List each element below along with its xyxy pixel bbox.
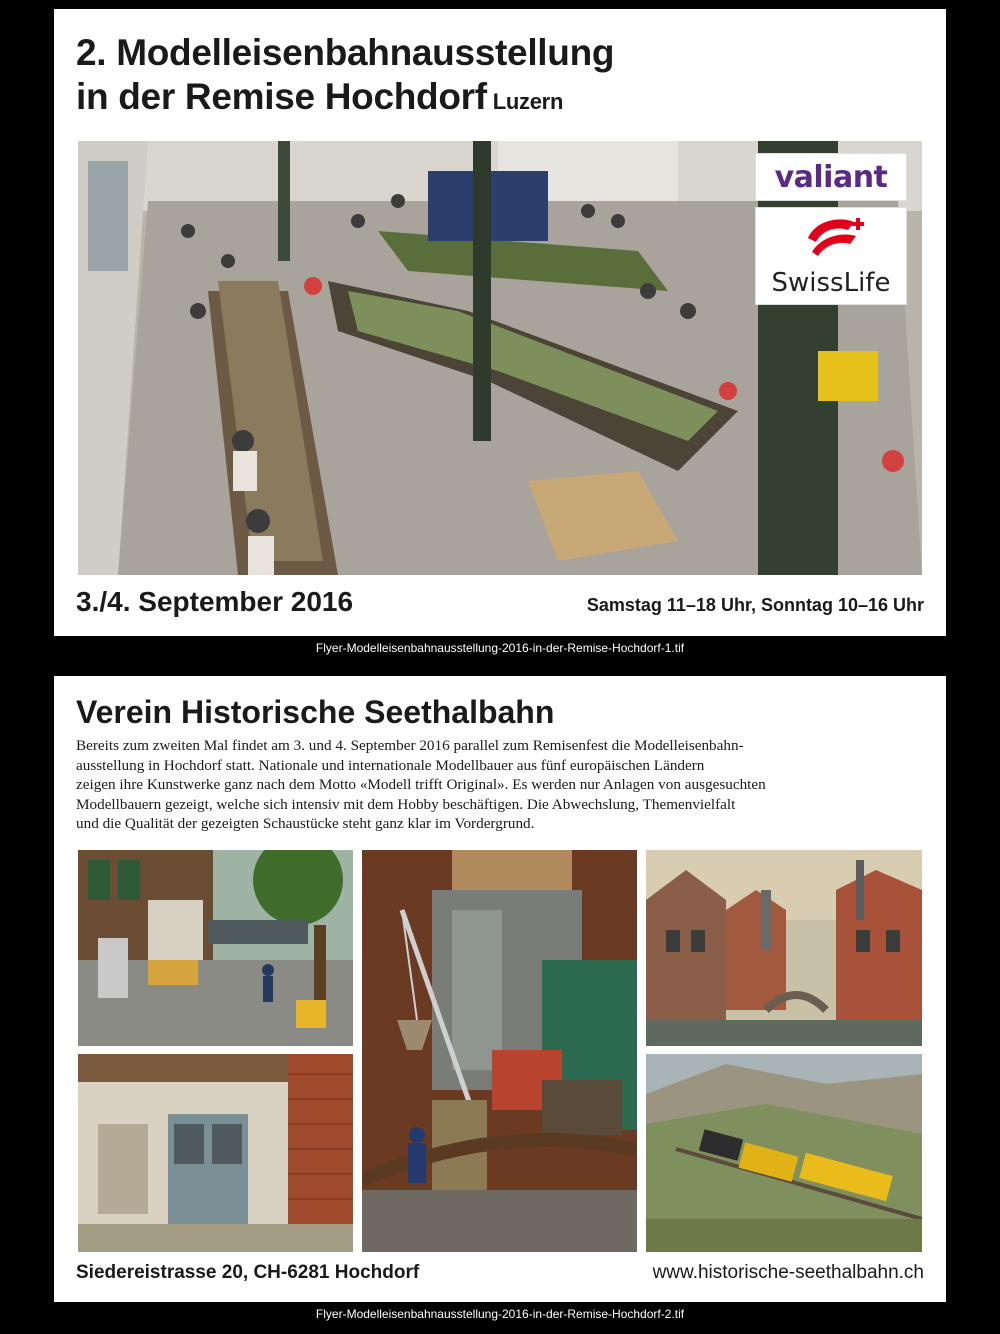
file-caption-2: Flyer-Modelleisenbahnausstellung-2016-in-der-Remise-Hochdorf-2.tif	[315, 1307, 685, 1321]
valiant-logo-text: valiant	[774, 159, 888, 195]
club-address: Siedereistrasse 20, CH-6281 Hochdorf	[76, 1262, 420, 1283]
club-title: Verein Historische Seethalbahn	[76, 694, 555, 730]
flyer-title-place: Luzern	[492, 89, 564, 114]
flyer-front	[54, 9, 946, 636]
description-line: zeigen ihre Kunstwerke ganz nach dem Motto «Modell trifft Original». Es werden nur Anlagen von ausgesuchten	[76, 776, 766, 793]
flyer-back	[54, 676, 946, 1302]
valiant-logo	[755, 153, 907, 201]
description-line: und die Qualität der gezeigten Schaustücke steht ganz klar im Vordergrund.	[76, 815, 535, 832]
old-building-model-photo	[78, 1054, 353, 1252]
website-link[interactable]: www.historische-seethalbahn.ch	[652, 1262, 924, 1283]
swisslife-logo-icon	[756, 208, 906, 268]
dutch-town-model-photo	[646, 850, 922, 1046]
swisslife-logo-text: SwissLife	[771, 268, 891, 298]
crane-model-photo	[362, 850, 637, 1252]
description-line: Modellbauern gezeigt, welche sich intensiv mit dem Hobby beschäftigen. Die Abwechslung, Themenvielfalt	[76, 795, 736, 813]
flyer-title	[76, 31, 614, 124]
mountain-train-model-photo	[646, 1054, 922, 1252]
flyer-title-line2: in der Remise Hochdorf	[76, 76, 487, 117]
file-caption-1: Flyer-Modelleisenbahnausstellung-2016-in-der-Remise-Hochdorf-1.tif	[315, 641, 685, 655]
opening-hours: Samstag 11–18 Uhr, Sonntag 10–16 Uhr	[586, 595, 924, 615]
swisslife-logo	[755, 207, 907, 305]
station-model-photo	[78, 850, 353, 1046]
description-line: Bereits zum zweiten Mal findet am 3. und 4. September 2016 parallel zum Remisenfest die Modelleisenbahn-	[76, 737, 744, 754]
event-date: 3./4. September 2016	[76, 586, 354, 617]
flyer-title-line1: 2. Modelleisenbahnausstellung	[76, 32, 615, 73]
description-line: ausstellung in Hochdorf statt. Nationale und internationale Modellbauer aus fünf europäischen Ländern	[76, 756, 705, 774]
description-text	[76, 736, 856, 834]
